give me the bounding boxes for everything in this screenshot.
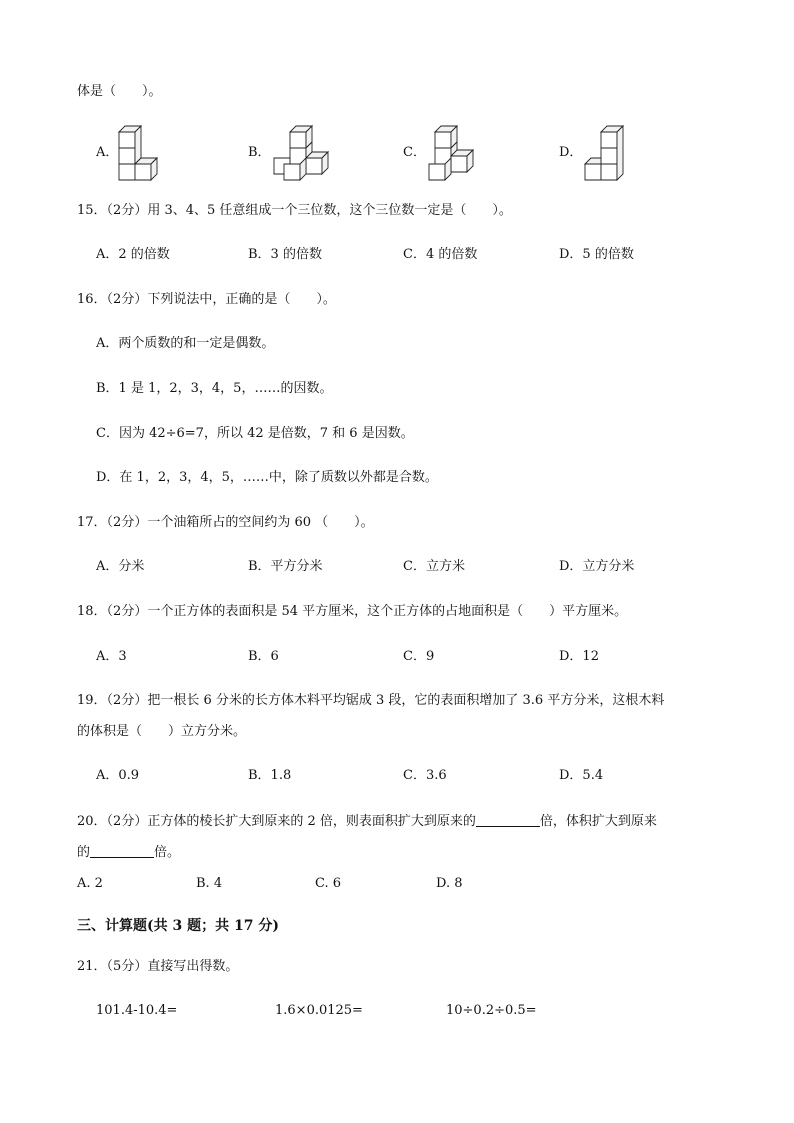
q16-option-a: A．两个质数的和一定是偶数。 (96, 336, 275, 351)
q20-stem-line1-b: 倍，体积扩大到原来 (539, 814, 657, 829)
q14-stem-tail: 体是（ ）。 (77, 84, 162, 99)
q14-option-a-figure (117, 124, 162, 180)
q14-option-b-label: B． (248, 145, 271, 160)
q18-option-d: D．12 (559, 649, 599, 664)
q20-stem-line2-a: 的 (77, 845, 91, 860)
q20-stem-line1-a: 20．（2分）正方体的棱长扩大到原来的 2 倍，则表面积扩大到原来的 (77, 814, 476, 829)
q17-option-a: A．分米 (96, 559, 145, 574)
q19-option-a: A．0.9 (96, 768, 140, 783)
q20-option-c: C. 6 (315, 876, 342, 891)
q16-option-d: D．在 1，2，3，4，5，……中，除了质数以外都是合数。 (96, 470, 438, 485)
section-3-title: 三、计算题(共 3 题；共 17 分) (77, 918, 279, 934)
q21-item-2: 1.6×0.0125= (275, 1003, 363, 1018)
q20-stem-line1 (77, 812, 657, 831)
q14-option-c-figure (425, 124, 475, 182)
q20-stem-line2 (77, 843, 180, 862)
q20-blank-2[interactable] (90, 843, 154, 858)
q20-option-b: B. 4 (196, 876, 223, 891)
q19-stem-line1: 19．（2分）把一根长 6 分米的长方体木料平均锯成 3 段，它的表面积增加了 3.6 平方分米，这根木料 (77, 693, 665, 708)
q14-option-d-label: D． (559, 145, 583, 160)
q14-option-d-figure (583, 124, 628, 180)
q17-option-b: B．平方分米 (248, 559, 323, 574)
q17-option-d: D．立方分米 (559, 559, 635, 574)
q19-option-d: D．5.4 (559, 768, 604, 783)
q20-stem-line2-b: 倍。 (154, 845, 181, 860)
q19-option-c: C．3.6 (403, 768, 447, 783)
q15-option-b: B．3 的倍数 (248, 247, 322, 262)
q21-item-1: 101.4-10.4= (96, 1003, 178, 1018)
q19-option-b: B．1.8 (248, 768, 292, 783)
q14-option-a-label: A． (96, 145, 119, 160)
q16-option-b: B．1 是 1，2，3，4，5，……的因数。 (96, 381, 333, 396)
q15-option-c: C．4 的倍数 (403, 247, 478, 262)
q14-option-c-label: C． (403, 145, 426, 160)
q16-stem: 16．（2分）下列说法中，正确的是（ ）。 (77, 292, 336, 307)
q20-blank-1[interactable] (476, 812, 540, 827)
q21-item-3: 10÷0.2÷0.5= (446, 1003, 537, 1018)
q15-stem: 15．（2分）用 3、4、5 任意组成一个三位数，这个三位数一定是（ ）。 (77, 203, 512, 218)
q17-stem: 17．（2分）一个油箱所占的空间约为 60 （ ）。 (77, 515, 374, 530)
q21-stem: 21．（5分）直接写出得数。 (77, 959, 239, 974)
q14-option-b-figure (268, 124, 328, 180)
q16-option-c: C．因为 42÷6=7，所以 42 是倍数，7 和 6 是因数。 (96, 426, 414, 441)
q15-option-a: A．2 的倍数 (96, 247, 170, 262)
q20-option-a: A. 2 (77, 876, 103, 891)
q18-option-b: B．6 (248, 649, 279, 664)
q18-option-a: A．3 (96, 649, 127, 664)
q20-option-d: D. 8 (436, 876, 463, 891)
q18-stem: 18．（2分）一个正方体的表面积是 54 平方厘米，这个正方体的占地面积是（ ）平方厘米。 (77, 604, 628, 619)
q18-option-c: C．9 (403, 649, 435, 664)
q17-option-c: C．立方米 (403, 559, 465, 574)
q15-option-d: D．5 的倍数 (559, 247, 634, 262)
q19-stem-line2: 的体积是（ ）立方分米。 (77, 724, 247, 739)
